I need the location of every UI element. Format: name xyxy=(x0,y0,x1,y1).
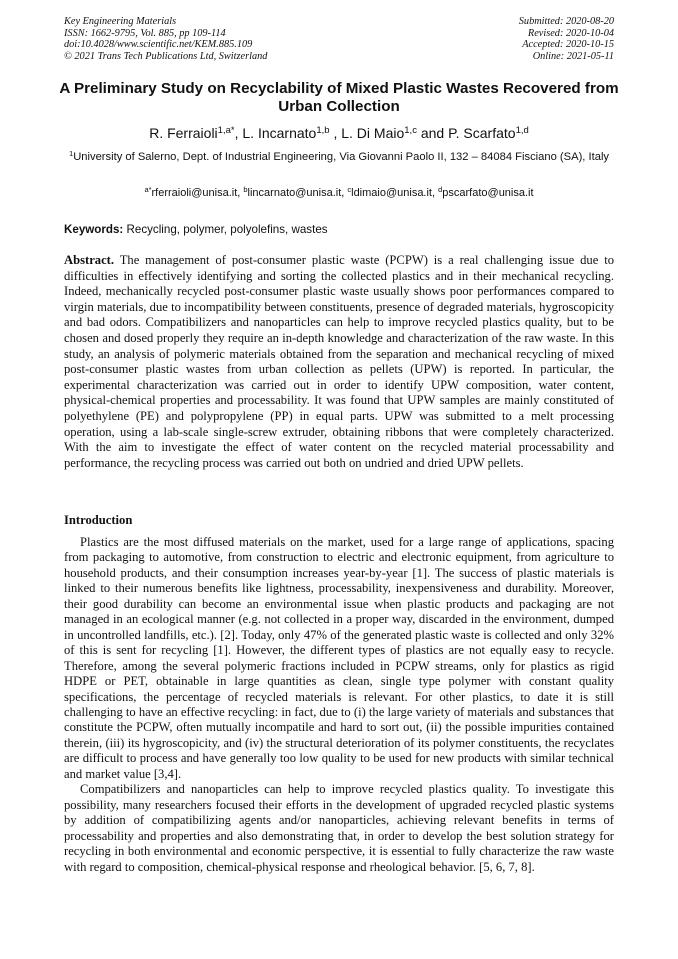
submission-dates xyxy=(519,16,614,62)
email-separator: , xyxy=(432,187,439,199)
paper-title: A Preliminary Study on Recyclability of Mixed Plastic Wastes Recovered from Urban Collection xyxy=(59,80,619,115)
affiliation-mark: 1 xyxy=(68,148,74,158)
accepted-date: Accepted: 2020-10-15 xyxy=(522,39,614,51)
doi-line: doi:10.4028/www.scientific.net/KEM.885.109 xyxy=(64,39,253,51)
revised-date: Revised: 2020-10-04 xyxy=(527,27,614,39)
author-separator: and xyxy=(416,125,449,141)
journal-header xyxy=(64,16,614,62)
email-separator: , xyxy=(341,187,348,199)
email-address[interactable]: lincarnato@unisa.it xyxy=(247,187,342,199)
author-name: L. Incarnato xyxy=(242,125,317,141)
author-name: P. Scarfato xyxy=(448,125,516,141)
abstract-text: The management of post-consumer plastic waste (PCPW) is a real challenging issue due to difficulties in effectively identifying and sorting the collected plastics and in their mechanical recycling. Indeed, mechanically recycled post-consumer plastic waste usually shows poor performances compared to virgin materials, due to incompatibility between constituents, presence of degraded materials, hygroscopicity and bad odors. Compatibilizers and nanoparticles can help to improve recycled plastics quality, but to be chosen and dosed properly they require an in-depth knowledge and characterization of the raw waste. In this study, an analysis of polymeric materials obtained from the separation and mechanical recycling of mixed post-consumer plastic wastes from urban collection as pellets (UPW) is reported. In particular, the experimental characterization was carried out in order to identify UPW composition, water content, physical-chemical properties and processability. It was found that UPW samples are mainly constituted of polyethylene (PE) and polypropylene (PP) in equal parts. UPW was submitted to a melt processing operation, using a lab-scale single-screw extruder, obtaining ribbons that were completely characterized. With the aim to investigate the effect of water content on the recycled material processability and performance, the recycling process was carried out both on undried and dried UPW pellets. xyxy=(64,253,615,470)
email-mark: c xyxy=(347,184,352,194)
affiliation-text: University of Salerno, Dept. of Industrial Engineering, Via Giovanni Paolo II, 132 – 84084 Fisciano (SA), Italy xyxy=(73,151,610,163)
author-name: R. Ferraioli xyxy=(149,125,218,141)
abstract xyxy=(64,253,614,471)
journal-info xyxy=(64,16,267,62)
journal-name: Key Engineering Materials xyxy=(64,16,177,27)
keywords xyxy=(64,223,614,237)
introduction-paragraph: Plastics are the most diffused materials on the market, used for a large range of applications, spacing from packaging to automotive, from construction to electric and electronic equipment, from agriculture to household products, and their consumption increases year-by-year [1]. The success of plastic materials is linked to their numerous benefits like lightness, processability, inexpensiveness and durability. Moreover, their good durability can become an environmental issue when plastic products and packaging are not managed in an ecological manner (e.g. not collected in a proper way, discarded in the environment, dumped in uncontrolled landfills, etc.). [2]. Today, only 47% of the generated plastic waste is collected and only 32% of this is sent for recycling [1]. However, the different types of plastics are not equally easy to recycle. Therefore, among the several polymeric fractions included in PCPW streams, only for plastics as rigid HDPE or PET, obtainable in large quantities as clean, single type polymer with constant quality specifications, the percentage of recycled materials is relevant. For other plastics, to date it is still challenging to have an effective recycling: in fact, due to (i) the large variety of materials and substances that constitute the PCPW, often mutually incompatile and hard to sort out, (ii) the possible impurities contained therein, (iii) its hygroscopicity, and (iv) the structural deterioration of its polymer constituents, the recyclates are difficult to process and have generally too low quality to be used for new products with similar technical and market value [3,4]. xyxy=(64,535,614,781)
keywords-text: Recycling, polymer, polyolefins, wastes xyxy=(126,223,328,236)
email-address[interactable]: pscarfato@unisa.it xyxy=(442,187,534,199)
email-mark: b xyxy=(243,184,248,194)
author-separator: , xyxy=(329,125,342,141)
email-address[interactable]: rferraioli@unisa.it xyxy=(151,187,238,199)
introduction-paragraph: Compatibilizers and nanoparticles can help to improve recycled plastics quality. To investigate this possibility, many researchers focused their efforts in the development of upgraded recycled plastic systems by addition of compatibilizing agents and/or nanoparticles, achieving relevant benefits in terms of processability and properties and also demonstrating that, in order to develop the best solution strategy for recycling in both environmental and economic perspective, it is essential to fully characterize the raw waste with regard to composition, chemical-physical response and rheological behavior. [5, 6, 7, 8]. xyxy=(64,782,614,874)
introduction-body xyxy=(64,535,614,875)
author-affil-mark: 1,d xyxy=(515,124,529,136)
author-name: L. Di Maio xyxy=(341,125,405,141)
email-separator: , xyxy=(237,187,244,199)
submitted-date: Submitted: 2020-08-20 xyxy=(518,16,614,27)
online-date: Online: 2021-05-11 xyxy=(532,50,614,62)
author-list xyxy=(40,124,638,142)
introduction-heading: Introduction xyxy=(64,513,133,527)
author-affil-mark: 1,a* xyxy=(217,124,235,136)
email-address[interactable]: ldimaio@unisa.it xyxy=(351,187,432,199)
email-mark: a* xyxy=(144,184,152,194)
author-separator: , xyxy=(234,125,243,141)
abstract-label: Abstract. xyxy=(64,253,115,267)
email-list xyxy=(40,186,638,200)
issn-line: ISSN: 1662-9795, Vol. 885, pp 109-114 xyxy=(64,27,226,39)
copyright-line: © 2021 Trans Tech Publications Ltd, Switzerland xyxy=(64,50,268,62)
email-mark: d xyxy=(438,184,443,194)
author-affil-mark: 1,b xyxy=(316,124,330,136)
affiliation xyxy=(60,150,618,164)
keywords-label: Keywords: xyxy=(64,223,124,236)
author-affil-mark: 1,c xyxy=(404,124,417,136)
